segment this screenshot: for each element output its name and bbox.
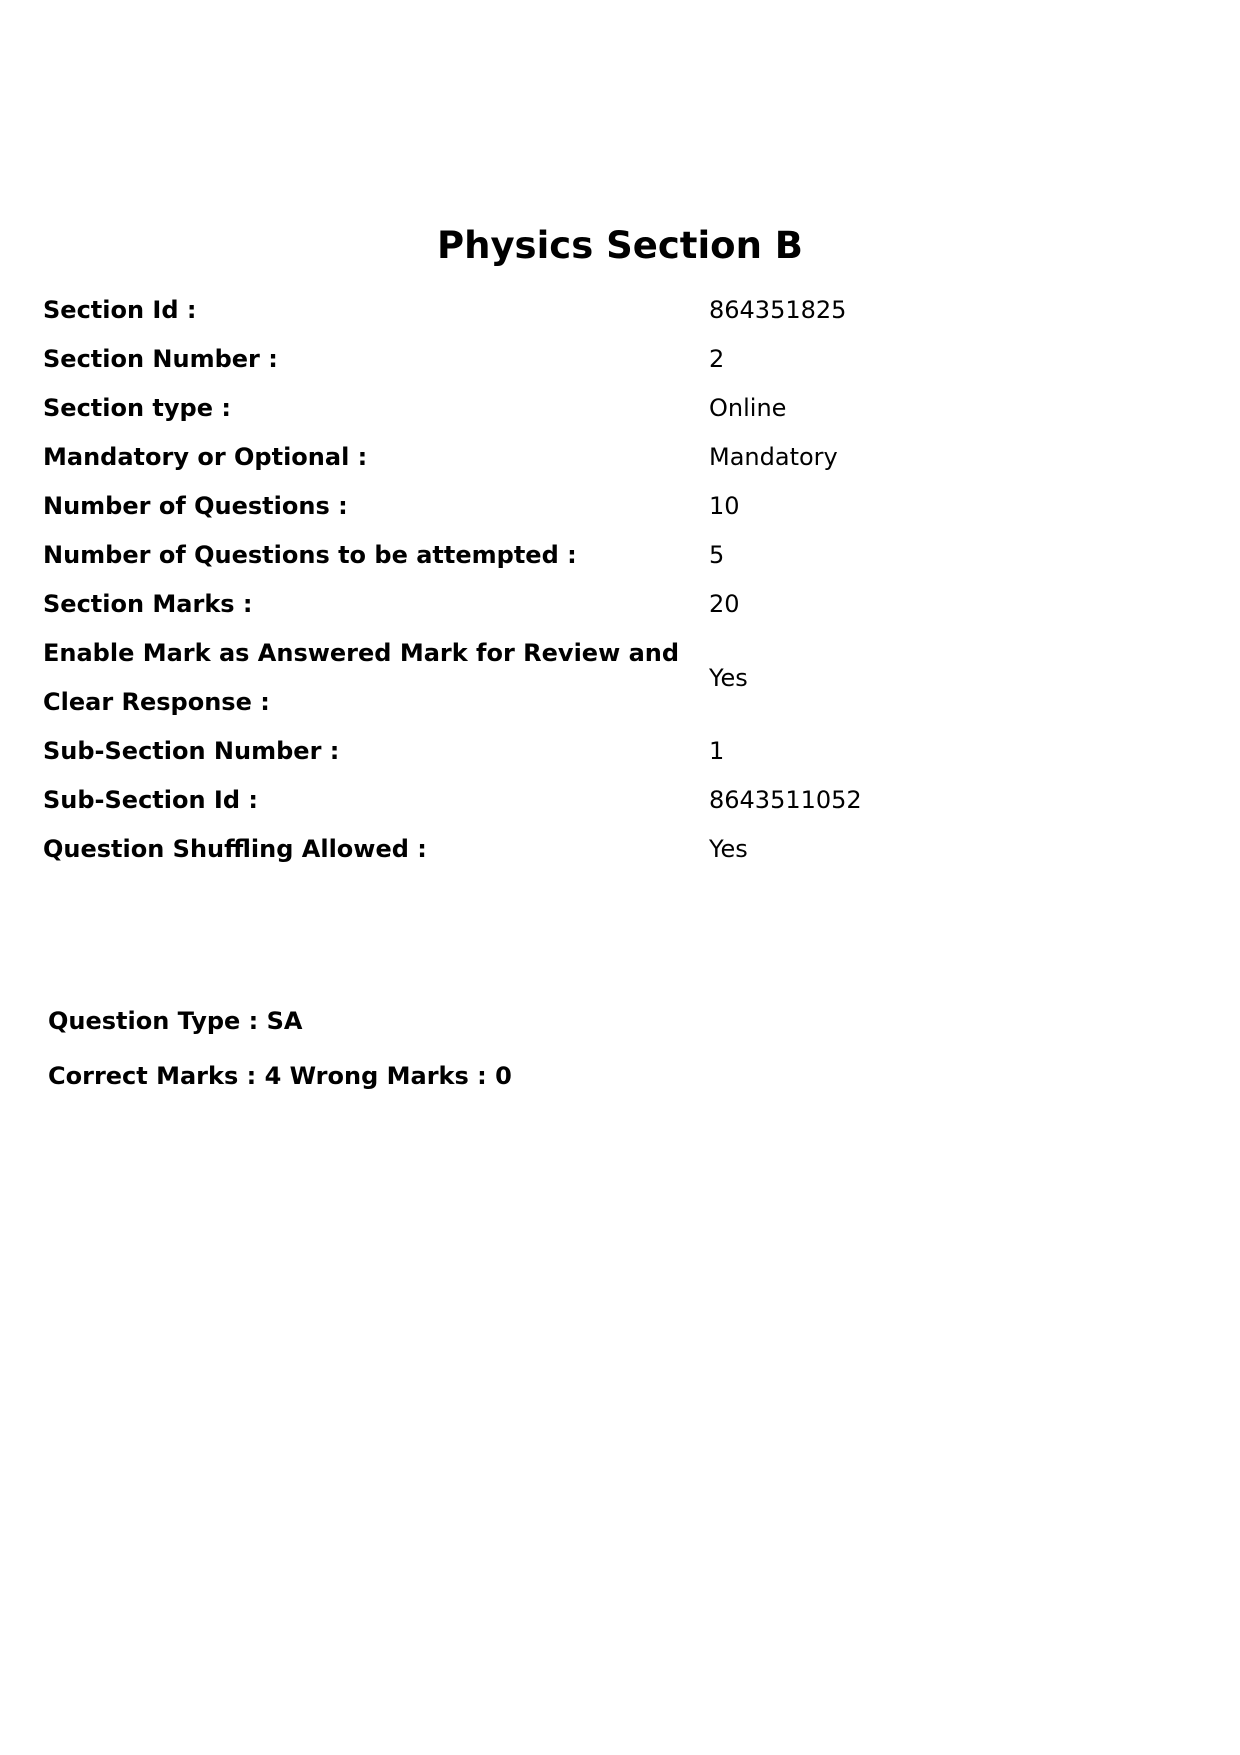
section-number-value: 2 [709, 345, 725, 373]
num-attempt-label: Number of Questions to be attempted : [43, 541, 577, 569]
mandatory-value: Mandatory [709, 443, 838, 471]
table-row [43, 531, 1193, 580]
enable-mark-value: Yes [709, 663, 748, 692]
mandatory-label: Mandatory or Optional : [43, 443, 368, 471]
num-attempt-value: 5 [709, 541, 725, 569]
table-row [43, 384, 1193, 433]
table-row [43, 629, 1193, 727]
section-info-table [43, 286, 1193, 874]
table-row [43, 335, 1193, 384]
table-row [43, 776, 1193, 825]
table-row [43, 580, 1193, 629]
section-id-label: Section Id : [43, 296, 197, 324]
section-marks-value: 20 [709, 590, 740, 618]
subsection-number-value: 1 [709, 737, 725, 765]
num-questions-label: Number of Questions : [43, 492, 348, 520]
marks-line: Correct Marks : 4 Wrong Marks : 0 [48, 1062, 512, 1090]
section-marks-label: Section Marks : [43, 590, 253, 618]
table-row [43, 825, 1193, 874]
section-type-value: Online [709, 394, 787, 422]
page-title: Physics Section B [436, 224, 803, 267]
subsection-id-label: Sub-Section Id : [43, 786, 258, 814]
question-type: Question Type : SA [48, 1007, 303, 1035]
table-row [43, 286, 1193, 335]
num-questions-value: 10 [709, 492, 740, 520]
table-row [43, 727, 1193, 776]
section-type-label: Section type : [43, 394, 231, 422]
section-id-value: 864351825 [709, 296, 847, 324]
question-type-block [48, 1006, 512, 1091]
shuffling-label: Question Shuffling Allowed : [43, 835, 427, 863]
subsection-id-value: 8643511052 [709, 786, 862, 814]
table-row [43, 433, 1193, 482]
subsection-number-label: Sub-Section Number : [43, 737, 340, 765]
shuffling-value: Yes [709, 835, 748, 863]
section-number-label: Section Number : [43, 345, 278, 373]
table-row [43, 482, 1193, 531]
enable-mark-label: Enable Mark as Answered Mark for Review and Clear Response : [43, 639, 680, 716]
